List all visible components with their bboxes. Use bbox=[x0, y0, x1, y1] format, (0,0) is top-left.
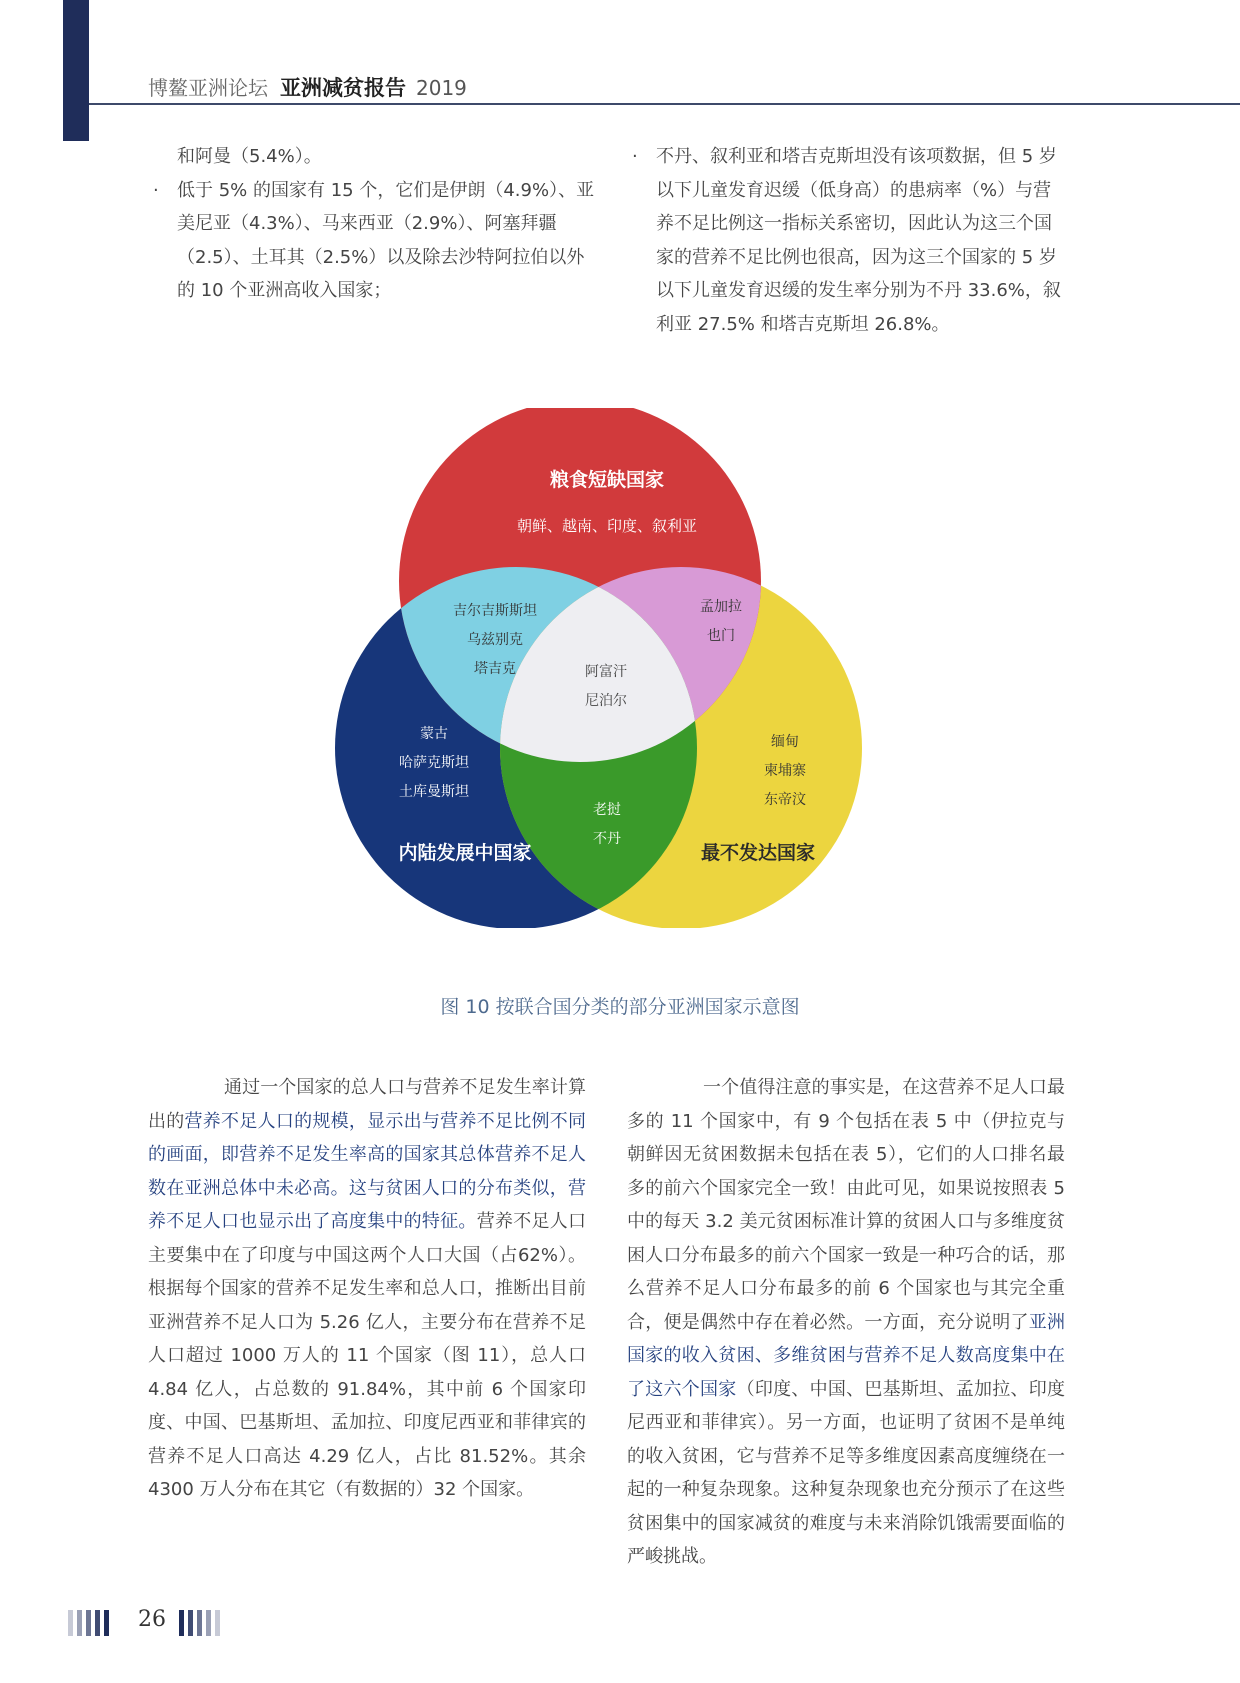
footer-stripes-right bbox=[179, 1610, 220, 1636]
paragraph-text: 营养不足人口主要集中在了印度与中国这两个人口大国（占62%）。根据每个国家的营养不足发生率和总人口，推断出目前亚洲营养不足人口为 5.26 亿人，主要分布在营养不足人口超过 1000 万人的 11 个国家（图 11），总人口 4.84 亿人，占总数的 91.84%，其中前 6 个国家印度、中国、巴基斯坦、孟加拉、印度尼西亚和菲律宾的营养不足人口高达 4.29 亿人，占比 81.52%。其余 4300 万人分布在其它（有数据的）32 个国家。 bbox=[148, 1211, 587, 1500]
food-landlocked-country: 塔吉克 bbox=[474, 660, 516, 676]
top-right-column bbox=[627, 140, 1067, 341]
bullet-dot: · bbox=[632, 146, 638, 167]
paragraph-text: （印度、中国、巴基斯坦、孟加拉、印度尼西亚和菲律宾）。另一方面，也证明了贫困不是单纯的收入贫困，它与营养不足等多维度因素高度缠绕在一起的一种复杂现象。这种复杂现象也充分预示了在这些贫困集中的国家减贫的难度与未来消除饥饿需要面临的严峻挑战。 bbox=[627, 1378, 1066, 1567]
body-paragraph bbox=[627, 1071, 1065, 1574]
figure-caption: 图 10 按联合国分类的部分亚洲国家示意图 bbox=[440, 996, 800, 1018]
bottom-right-column bbox=[627, 1071, 1065, 1574]
header-report-title: 亚洲减贫报告 bbox=[280, 75, 406, 100]
body-paragraph bbox=[148, 1071, 586, 1507]
ldc-country: 缅甸 bbox=[771, 733, 799, 749]
header-rule bbox=[89, 103, 1240, 105]
bottom-left-column bbox=[148, 1071, 586, 1507]
top-left-column bbox=[148, 140, 596, 308]
all-three-country: 尼泊尔 bbox=[585, 692, 627, 708]
bullet-dot: · bbox=[153, 179, 159, 201]
bullet-text: 低于 5% 的国家有 15 个，它们是伊朗（4.9%）、亚美尼亚（4.3%）、马来西亚（2.9%）、阿塞拜疆（2.5）、土耳其（2.5%）以及除去沙特阿拉伯以外的 10 个亚洲高收入国家； bbox=[177, 179, 595, 301]
food-shortage-countries: 朝鲜、越南、印度、叙利亚 bbox=[516, 518, 698, 535]
food-ldc-country: 也门 bbox=[707, 627, 735, 643]
venn-diagram bbox=[330, 408, 910, 928]
all-three-country: 阿富汗 bbox=[585, 663, 627, 679]
food-shortage-title: 粮食短缺国家 bbox=[549, 470, 665, 491]
page-number: 26 bbox=[138, 1607, 166, 1632]
landlocked-country: 哈萨克斯坦 bbox=[399, 754, 469, 770]
highlighted-text: 营养不足人口的规模，显示出与营养不足比例不同的画面，即营养不足发生率高的国家其总体营养不足人数在亚洲总体中未必高。这与贫困人口的分布类似，营养不足人口也显示出了高度集中的特征。 bbox=[148, 1110, 587, 1232]
landlocked-country: 土库曼斯坦 bbox=[399, 783, 469, 799]
ldc-title: 最不发达国家 bbox=[700, 843, 816, 864]
ldc-country: 东帝汶 bbox=[764, 791, 806, 807]
running-header bbox=[148, 72, 467, 102]
footer-stripes-left bbox=[68, 1610, 109, 1636]
food-ldc-country: 孟加拉 bbox=[700, 598, 742, 614]
food-landlocked-country: 乌兹别克 bbox=[467, 631, 523, 647]
bullet-item bbox=[148, 174, 596, 308]
landlocked-ldc-country: 不丹 bbox=[593, 830, 621, 846]
header-forum: 博鳌亚洲论坛 bbox=[148, 76, 268, 100]
highlighted-text: 亚洲国家的收入贫困、多维贫困与营养不足人数高度集中在了这六个国家 bbox=[627, 1311, 1066, 1400]
ldc-country: 柬埔寨 bbox=[764, 762, 806, 778]
header-year: 2019 bbox=[416, 76, 467, 100]
food-landlocked-country: 吉尔吉斯斯坦 bbox=[453, 602, 537, 618]
paragraph-text: 通过一个国家的总人口与营养不足发生率计算出的 bbox=[148, 1077, 586, 1132]
paragraph-text: 一个值得注意的事实是，在这营养不足人口最多的 11 个国家中，有 9 个包括在表 5 中（伊拉克与朝鲜因无贫困数据未包括在表 5），它们的人口排名最多的前六个国家完全一致！由此可见，如果说按照表 5 中的每天 3.2 美元贫困标准计算的贫困人口与多维度贫困人口分布最多的前六个国家一致是一种巧合的话，那么营养不足人口分布最多的前 6 个国家也与其完全重合，便是偶然中存在着必然。一方面，充分说明了 bbox=[627, 1077, 1065, 1333]
continuation-line: 和阿曼（5.4%）。 bbox=[177, 146, 322, 167]
bullet-text: 不丹、叙利亚和塔吉克斯坦没有该项数据，但 5 岁以下儿童发育迟缓（低身高）的患病率（%）与营养不足比例这一指标关系密切，因此认为这三个国家的营养不足比例也很高，因为这三个国家的 5 岁以下儿童发育迟缓的发生率分别为不丹 33.6%，叙利亚 27.5% 和塔吉克斯坦 26.8%。 bbox=[656, 146, 1061, 335]
landlocked-country: 蒙古 bbox=[420, 725, 448, 741]
landlocked-title: 内陆发展中国家 bbox=[398, 843, 532, 864]
header-accent-bar bbox=[63, 0, 89, 141]
landlocked-ldc-country: 老挝 bbox=[593, 801, 621, 817]
bullet-item bbox=[627, 140, 1067, 341]
